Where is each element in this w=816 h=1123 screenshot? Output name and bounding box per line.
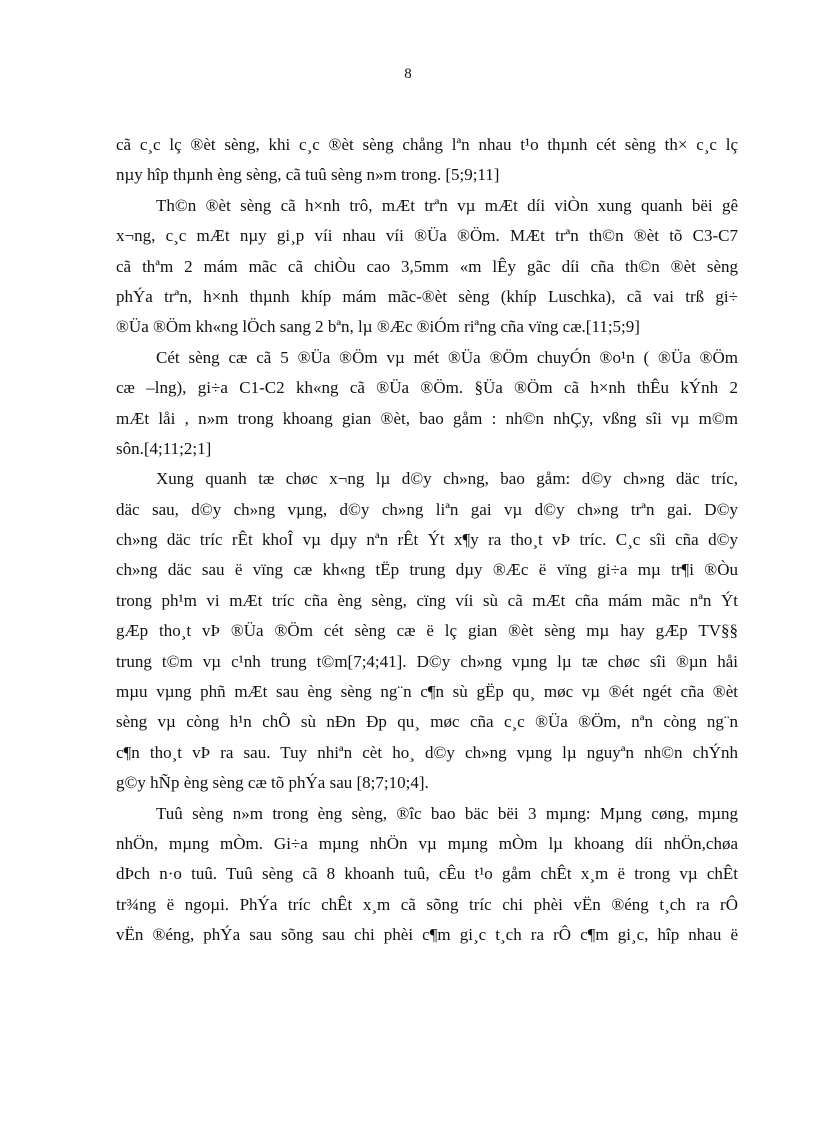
paragraph-start: Xung quanh tæ chøc x¬ng lµ d©y ch»ng, bao gåm: d©y ch»ng däc tríc, [156,469,738,489]
text-line: cã c¸c lç ®èt sèng, khi c¸c ®èt sèng chång lªn nhau t¹o thµnh cét sèng th× c¸c lç [116,135,738,154]
text-line: ch»ng däc sau ë vïng cæ kh«ng tËp trung dµy ®Æc ë vïng gi÷a mµ tr¶i ®Òu [116,560,738,580]
text-line: trong ph¹m vi mÆt tríc cña èng sèng, cïng víi sù cã mÆt cña mám mãc nªn Ýt [116,590,738,610]
paragraph-start: Th©n ®èt sèng cã h×nh trô, mÆt trªn vµ mÆt díi viÒn xung quanh bëi gê [156,195,738,215]
text-line: mÆt låi , n»m trong khoang gian ®èt, bao gåm : nh©n nhÇy, vßng sîi vµ m©m [116,408,738,428]
text-line: nhÖn, mµng mÒm. Gi÷a mµng nhÖn vµ mµng mÒm lµ khoang díi nhÖn,chøa [116,833,738,853]
paragraph-start: Cét sèng cæ cã 5 ®Üa ®Öm vµ mét ®Üa ®Öm chuyÓn ®o¹n ( ®Üa ®Öm [156,347,738,367]
paragraph-start: Tuû sèng n»m trong èng sèng, ®îc bao bäc bëi 3 mµng: Mµng cøng, mµng [156,803,738,823]
text-line: trung t©m vµ c¹nh trung t©m[7;4;41]. D©y ch»ng vµng lµ tæ chøc sîi ®µn håi [116,651,738,671]
page-number: 8 [404,66,412,82]
document-body [116,130,738,951]
text-line: phÝa trªn, h×nh thµnh khíp mám mãc-®èt sèng (khíp Luschka), cã vai trß gi÷ [116,286,738,306]
text-line: gÆp tho¸t vÞ ®Üa ®Öm cét sèng cæ ë lç gian ®èt sèng mµ hay gÆp TV§§ [116,621,738,641]
text-line: vËn ®éng, phÝa sau sõng sau chi phèi c¶m gi¸c t¸ch ra rÔ c¶m gi¸c, hîp nhau ë [116,925,738,945]
text-line: g©y hÑp èng sèng cæ tõ phÝa sau [8;7;10;4]. [116,773,429,793]
text-line: sôn.[4;11;2;1] [116,438,212,458]
text-line: c¶n tho¸t vÞ ra sau. Tuy nhiªn cèt ho¸ d©y ch»ng vµng lµ nguyªn nh©n chÝnh [116,742,738,762]
text-line: cã thªm 2 mám mãc cã chiÒu cao 3,5mm «m lÊy gãc díi cña th©n ®èt sèng [116,256,738,276]
text-line: ch»ng däc tríc rÊt khoÎ vµ dµy nªn rÊt Ýt x¶y ra tho¸t vÞ tríc. C¸c sîi cña d©y [116,530,738,550]
text-line: sèng vµ còng h¹n chÕ sù nÐn Ðp qu¸ møc cña c¸c ®Üa ®Öm, nªn còng ng¨n [116,712,738,732]
text-line: x¬ng, c¸c mÆt nµy gi¸p víi nhau víi ®Üa ®Öm. MÆt trªn th©n ®èt tõ C3-C7 [116,226,738,246]
text-line: nµy hîp thµnh èng sèng, cã tuû sèng n»m trong. [5;9;11] [116,165,500,185]
text-line: cæ –lng), gi÷a C1-C2 kh«ng cã ®Üa ®Öm. §Üa ®Öm cã h×nh thÊu kÝnh 2 [116,378,738,398]
text-line: däc sau, d©y ch»ng vµng, d©y ch»ng liªn gai vµ d©y ch»ng trªn gai. D©y [116,499,738,519]
text-line: ®Üa ®Öm kh«ng lÖch sang 2 bªn, lµ ®Æc ®iÓm riªng cña vïng cæ.[11;5;9] [116,317,640,337]
text-line: dÞch n·o tuû. Tuû sèng cã 8 khoanh tuû, cÊu t¹o gåm chÊt x¸m ë trong vµ chÊt [116,864,738,884]
text-line: mµu vµng phñ mÆt sau èng sèng ng¨n c¶n sù gËp qu¸ møc vµ ®ét ngét cña ®èt [116,682,738,702]
text-line: tr¾ng ë ngoµi. PhÝa tríc chÊt x¸m cã sõng tríc chi phèi vËn ®éng t¸ch ra rÔ [116,894,738,914]
